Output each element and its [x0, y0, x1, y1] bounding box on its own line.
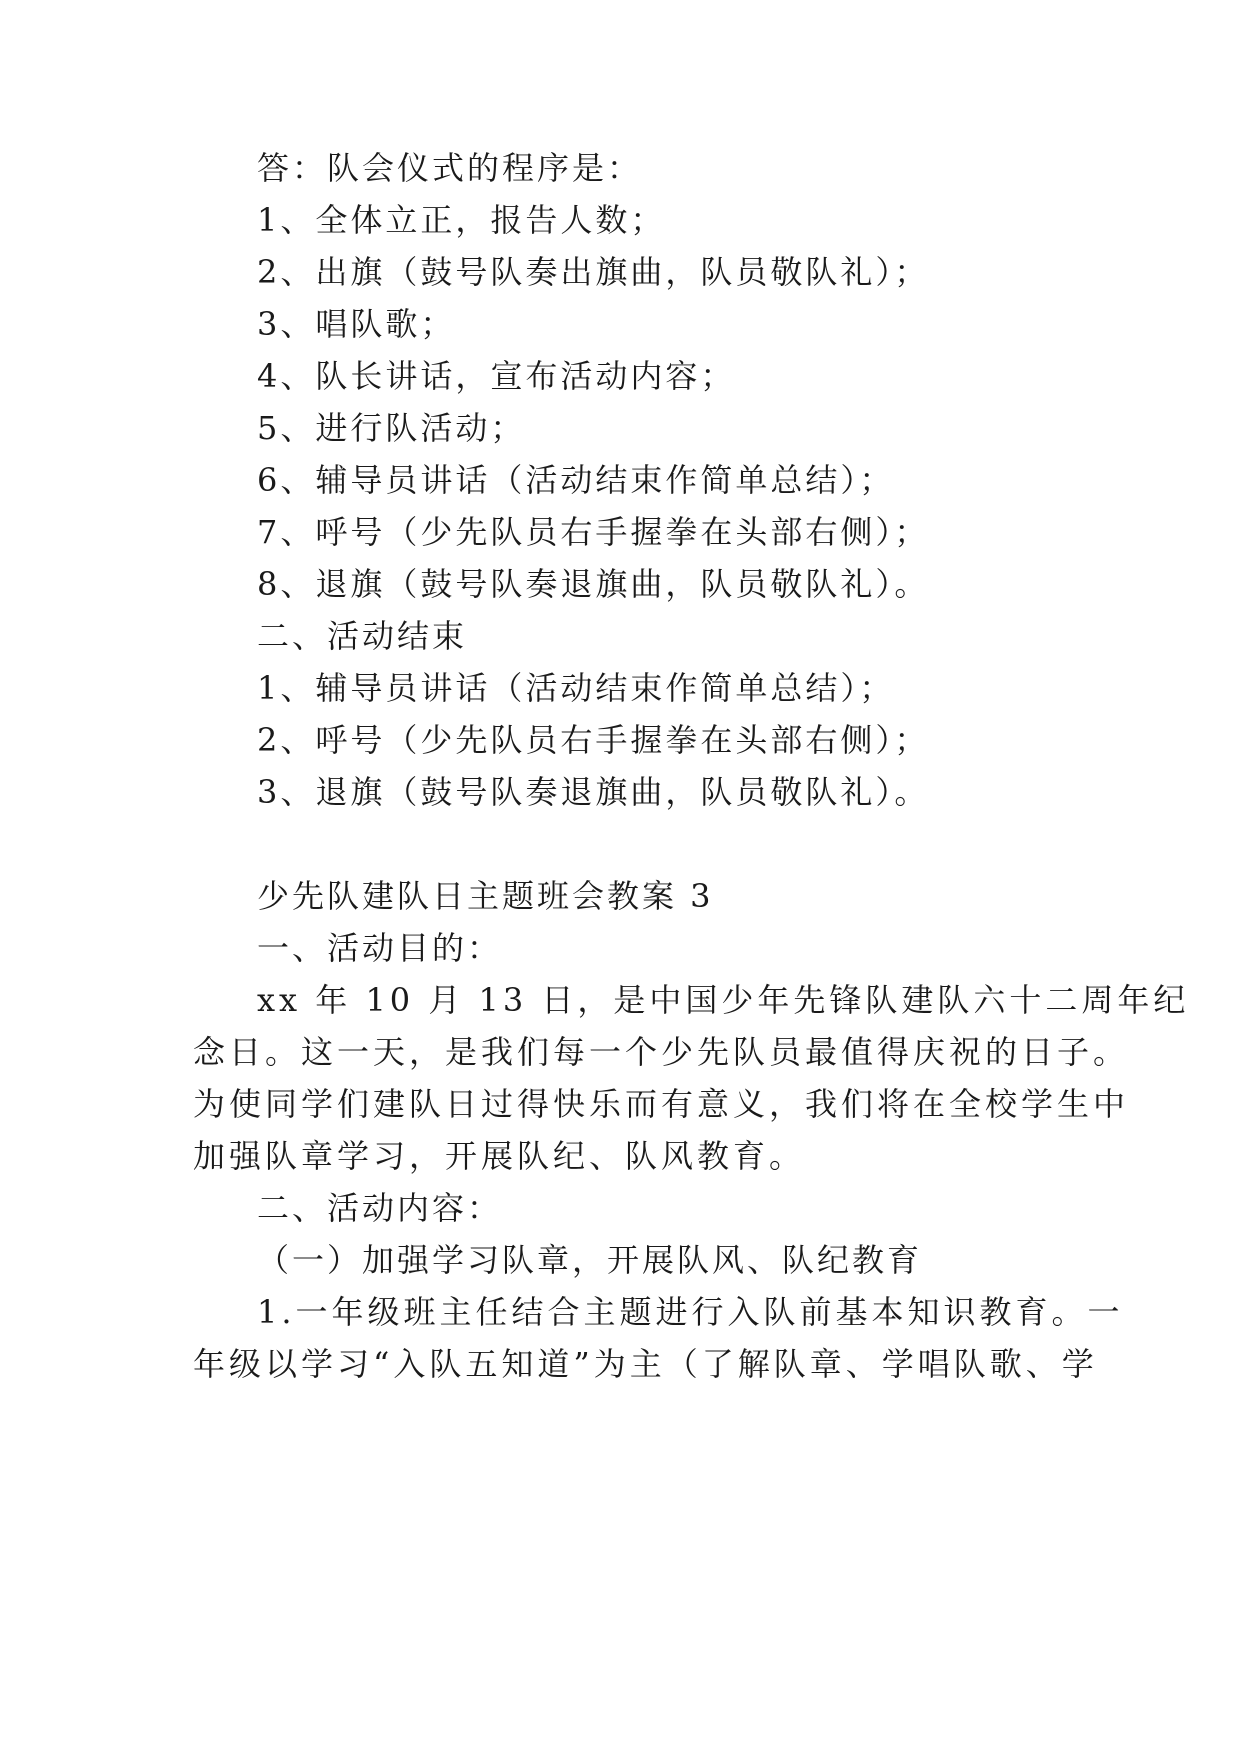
procedure-item-7: 7、呼号（少先队员右手握拳在头部右侧）； [257, 513, 930, 551]
procedure-item-6: 6、辅导员讲话（活动结束作简单总结）； [257, 461, 895, 499]
procedure-item-4: 4、队长讲话，宣布活动内容； [257, 357, 736, 395]
purpose-paragraph-line-3: 为使同学们建队日过得快乐而有意义，我们将在全校学生中 [193, 1085, 1130, 1123]
content-item-line-2: 年级以学习“入队五知道”为主（了解队章、学唱队歌、学 [193, 1345, 1098, 1383]
end-item-2: 2、呼号（少先队员右手握拳在头部右侧）； [257, 721, 930, 759]
content-item-line-1: 1.一年级班主任结合主题进行入队前基本知识教育。一 [257, 1293, 1124, 1331]
purpose-paragraph-line-1: xx 年 10 月 13 日，是中国少年先锋队建队六十二周年纪 [257, 981, 1190, 1019]
procedure-item-8: 8、退旗（鼓号队奏退旗曲，队员敬队礼）。 [257, 565, 930, 603]
purpose-heading: 一、活动目的： [257, 929, 503, 967]
procedure-item-2: 2、出旗（鼓号队奏出旗曲，队员敬队礼）； [257, 253, 930, 291]
procedure-item-3: 3、唱队歌； [257, 305, 456, 343]
answer-heading: 答：队会仪式的程序是： [257, 149, 643, 187]
procedure-item-5: 5、进行队活动； [257, 409, 526, 447]
purpose-paragraph-line-4: 加强队章学习，开展队纪、队风教育。 [193, 1137, 806, 1175]
end-item-3: 3、退旗（鼓号队奏退旗曲，队员敬队礼）。 [257, 773, 930, 811]
activity-end-heading: 二、活动结束 [257, 617, 468, 655]
procedure-item-1: 1、全体立正，报告人数； [257, 201, 666, 239]
end-item-1: 1、辅导员讲话（活动结束作简单总结）； [257, 669, 895, 707]
content-sub-heading: （一）加强学习队章，开展队风、队纪教育 [257, 1241, 923, 1279]
lesson-plan-title: 少先队建队日主题班会教案 3 [257, 877, 714, 915]
purpose-paragraph-line-2: 念日。这一天，是我们每一个少先队员最值得庆祝的日子。 [193, 1033, 1130, 1071]
content-heading: 二、活动内容： [257, 1189, 503, 1227]
